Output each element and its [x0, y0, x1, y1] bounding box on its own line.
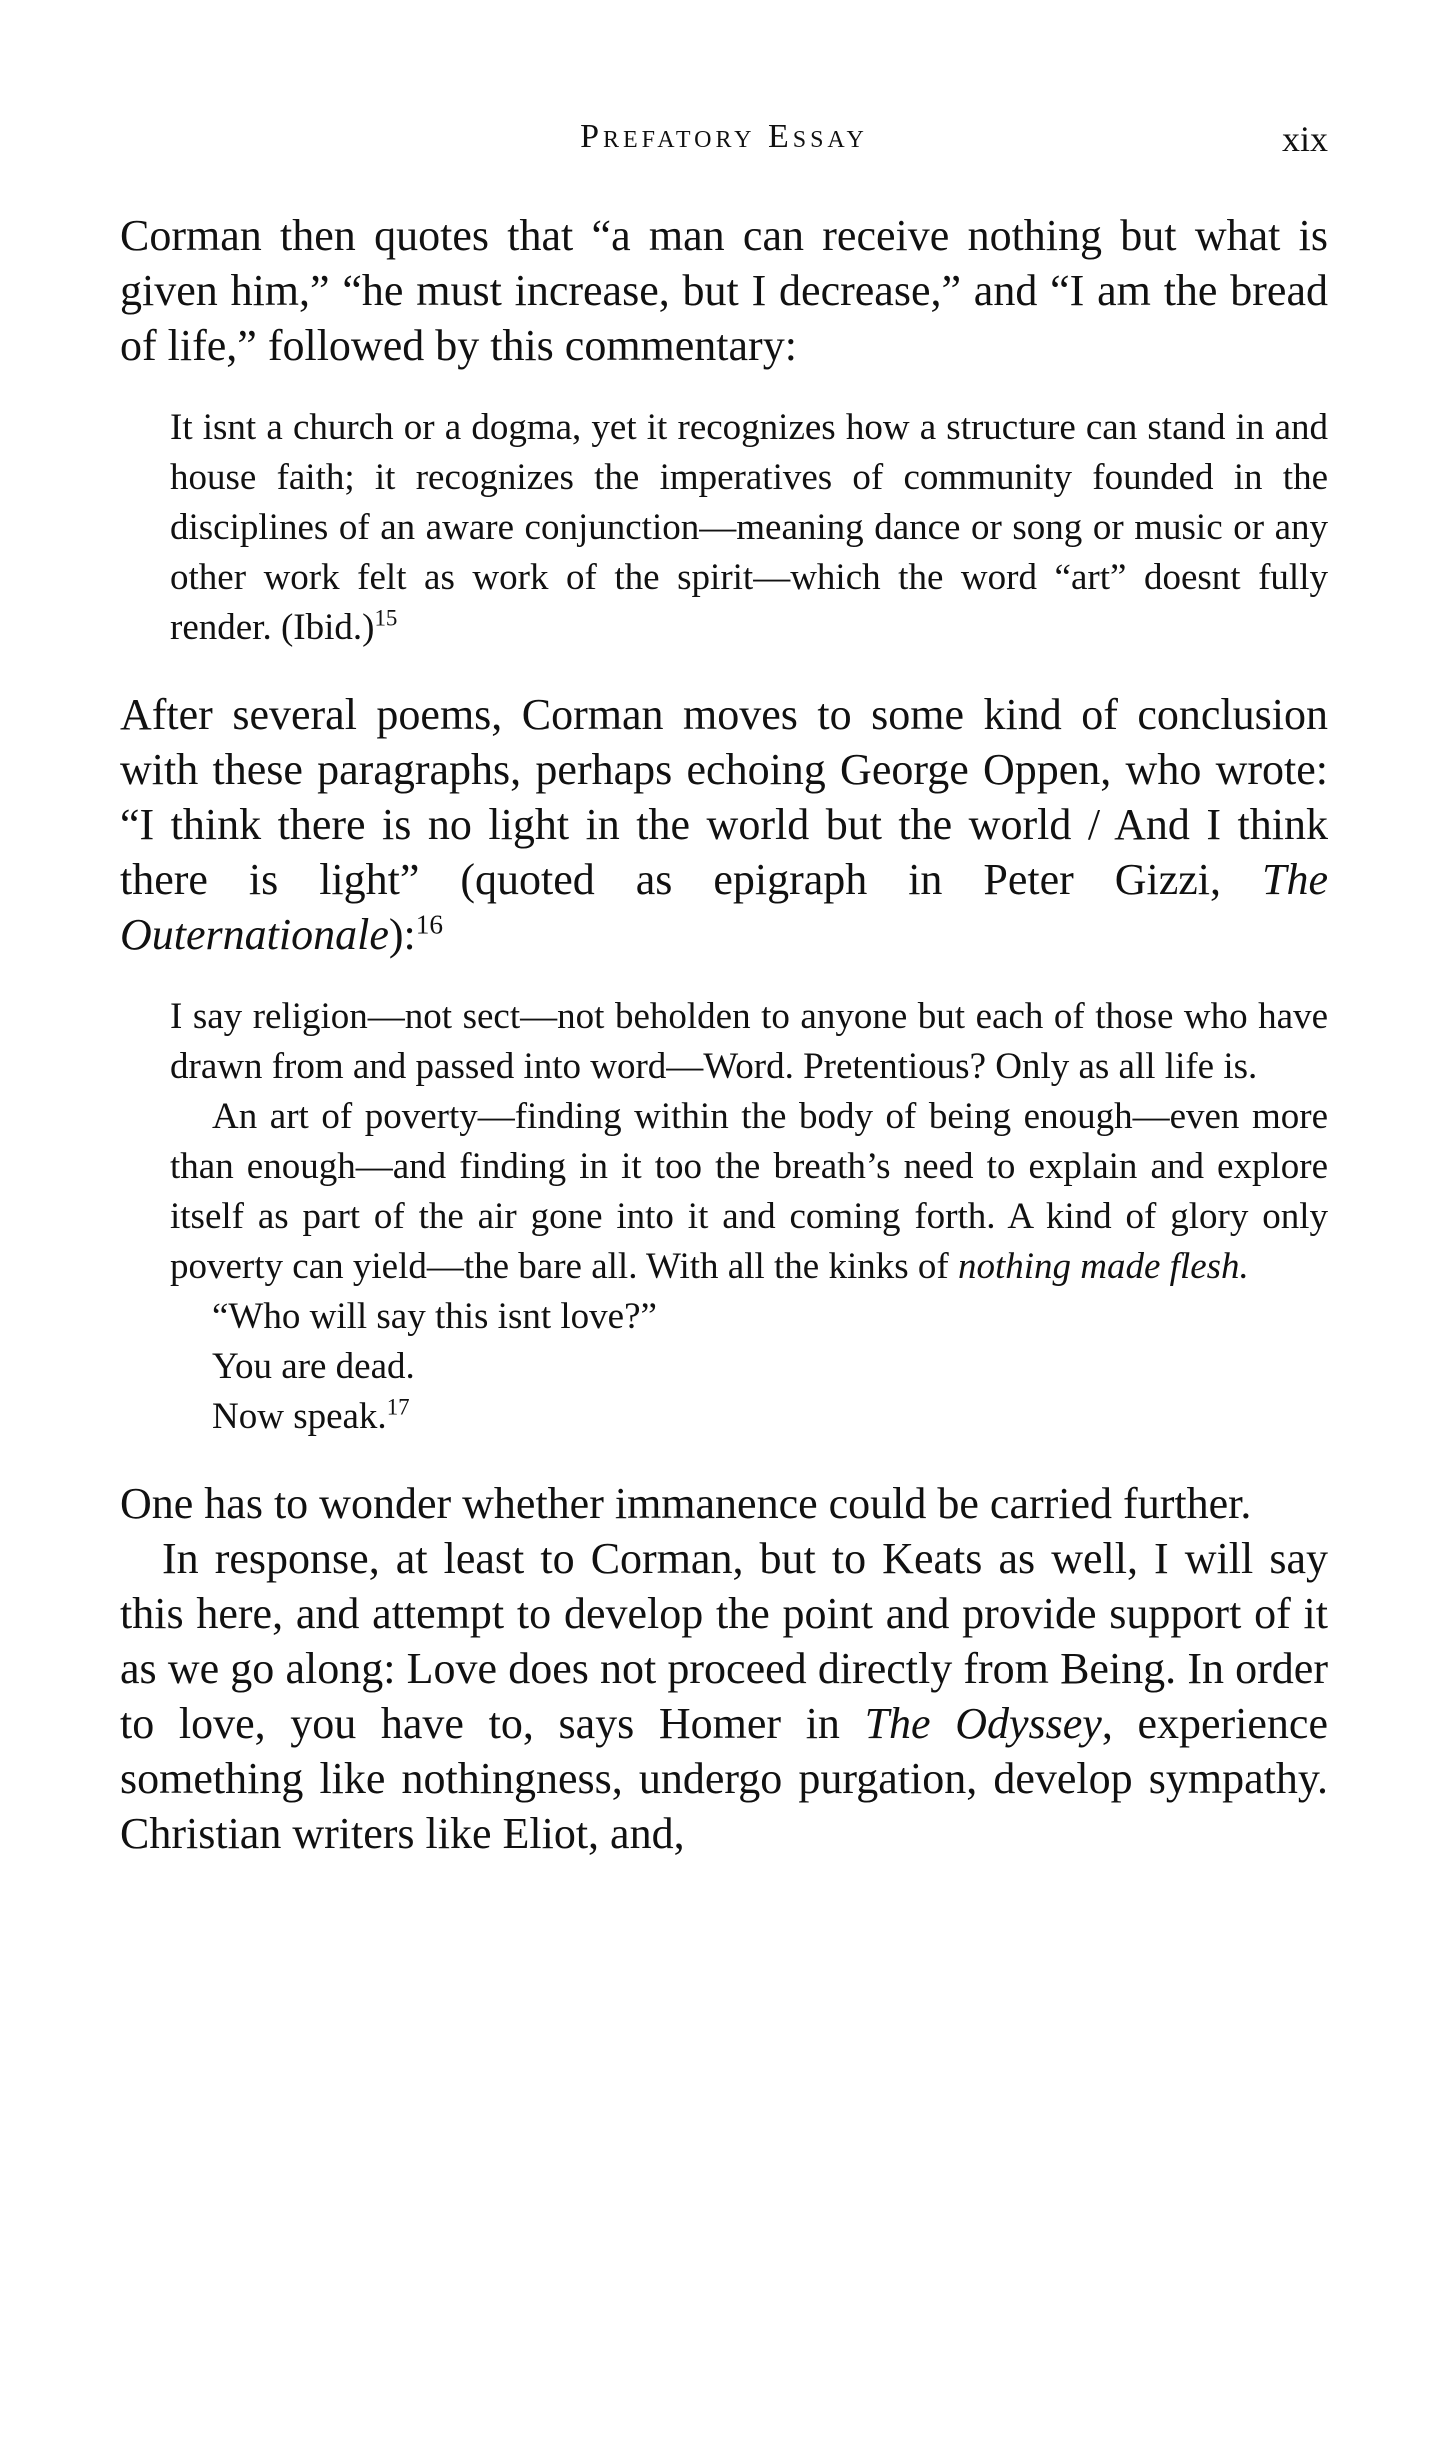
footnote-marker: 16 — [415, 909, 444, 940]
footnote-marker: 15 — [374, 605, 398, 631]
block-quote-paragraph — [170, 1092, 1328, 1292]
paragraph-after-several-poems — [120, 687, 1328, 962]
block-quote-line: “Who will say this isnt love?” — [212, 1296, 657, 1337]
running-head — [120, 118, 1328, 168]
running-title: Prefatory Essay — [580, 118, 868, 155]
block-quote-1 — [120, 403, 1328, 653]
block-quote-line: You are dead. — [212, 1346, 415, 1387]
paragraph-text: ): — [388, 910, 416, 959]
block-quote-line — [170, 1392, 1328, 1442]
block-quote-text: An art of poverty—finding within the body of being enough—even more than enough—and finding in it too the breath’s need to explain and explore itself as part of the air gone into it and coming forth. A kind of glory only poverty can yield—the bare all. With all the kinks of — [170, 1096, 1328, 1287]
paragraph-text: After several poems, Corman moves to some kind of conclusion with these paragraphs, perhaps echoing George Oppen, who wrote: “I think there is no light in the world but the world / And I think there is light” (quoted as epigraph in Peter Gizzi, — [120, 690, 1328, 904]
body-text — [120, 208, 1328, 1861]
book-title: The Odyssey — [864, 1699, 1102, 1748]
block-quote-2 — [120, 992, 1328, 1442]
block-quote-text: It isnt a church or a dogma, yet it recognizes how a structure can stand in and house faith; it recognizes the imperatives of community founded in the disciplines of an aware conjunction—meaning dance or song or music or any other work felt as work of the spirit—which the word “art” doesnt fully render. (Ibid.) — [170, 407, 1328, 648]
block-quote-paragraph — [170, 992, 1328, 1092]
footnote-marker: 17 — [386, 1394, 410, 1420]
paragraph-text: One has to wonder whether immanence could be carried further. — [120, 1479, 1252, 1528]
paragraph-text: , experience something like nothingness, undergo purgation, develop sympathy. Christian writers like Eliot, and, — [120, 1699, 1328, 1858]
block-quote-paragraph — [170, 403, 1328, 653]
paragraph-text: In response, at least to Corman, but to Keats as well, I will say this here, and attempt to develop the point and provide support of it as we go along: Love does not proceed directly from Being. In order to love, you have to, says Homer in — [120, 1534, 1328, 1748]
book-title: The Outernationale — [120, 855, 1328, 959]
block-quote-text: I say religion—not sect—not beholden to anyone but each of those who have drawn from and passed into word—Word. Pretentious? Only as all life is. — [170, 996, 1328, 1087]
paragraph-immanence — [120, 1476, 1328, 1531]
page-number: xix — [1281, 119, 1328, 159]
paragraph-in-response — [120, 1531, 1328, 1861]
paragraph-corman-quotes — [120, 208, 1328, 373]
block-quote-text: Now speak. — [212, 1396, 387, 1437]
paragraph-text: Corman then quotes that “a man can receive nothing but what is given him,” “he must increase, but I decrease,” and “I am the bread of life,” followed by this commentary: — [120, 211, 1328, 370]
italic-phrase: nothing made flesh. — [957, 1246, 1249, 1287]
